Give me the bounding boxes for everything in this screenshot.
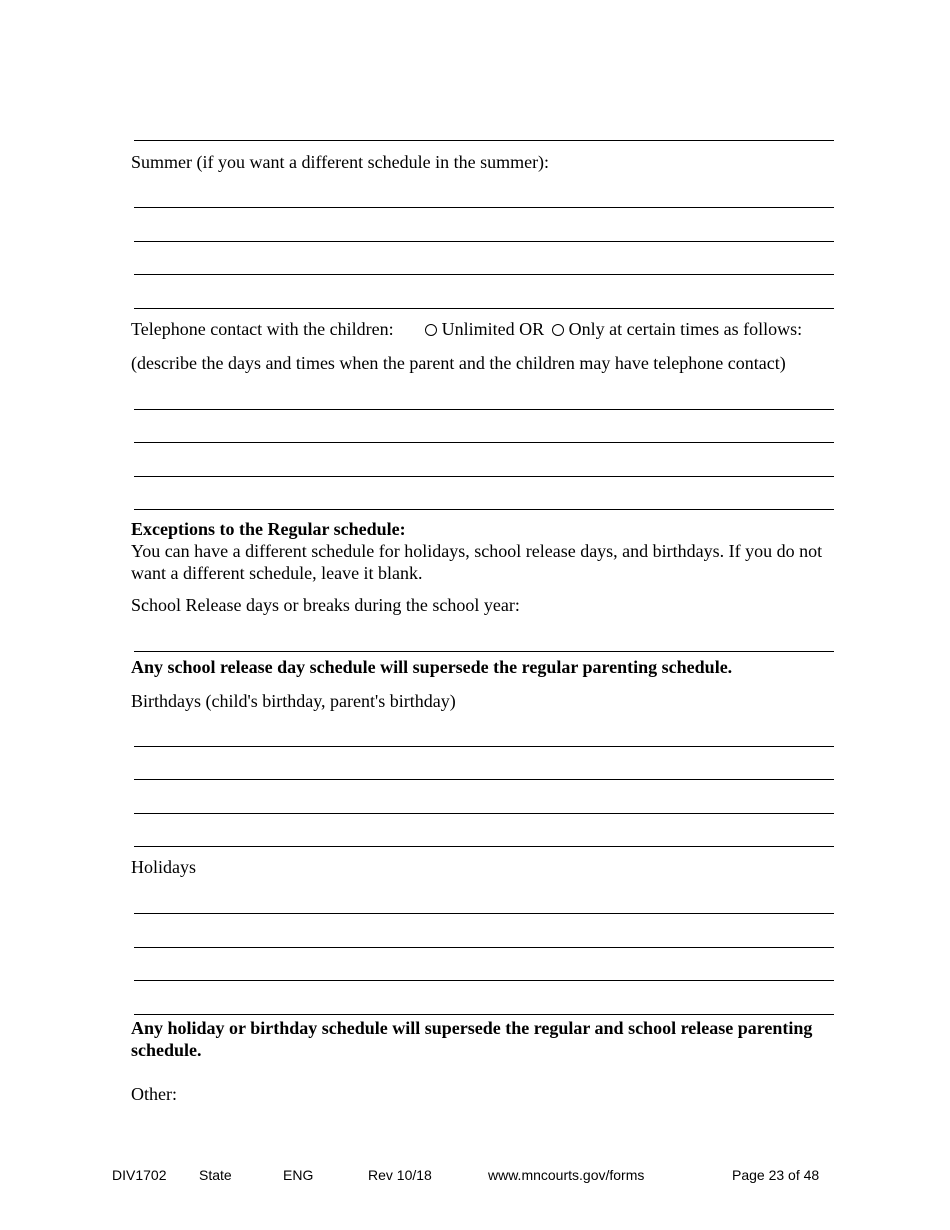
holidays-notice: Any holiday or birthday schedule will supersede the regular and school release parenting schedule.	[131, 1018, 813, 1060]
birthdays-answer-line[interactable]	[134, 779, 834, 780]
certain-times-radio[interactable]	[552, 324, 564, 336]
birthdays-answer-line[interactable]	[134, 846, 834, 847]
holidays-answer-line[interactable]	[134, 980, 834, 981]
telephone-label: Telephone contact with the children:	[131, 319, 394, 339]
school-release-label: School Release days or breaks during the school year:	[131, 595, 520, 615]
footer-url[interactable]: www.mncourts.gov/forms	[488, 1167, 645, 1183]
holidays-answer-line[interactable]	[134, 947, 834, 948]
telephone-row	[131, 318, 802, 340]
telephone-answer-line[interactable]	[134, 476, 834, 477]
telephone-answer-line[interactable]	[134, 409, 834, 410]
summer-answer-line[interactable]	[134, 241, 834, 242]
telephone-describe: (describe the days and times when the parent and the children may have telephone contact)	[131, 353, 786, 373]
birthdays-answer-line[interactable]	[134, 746, 834, 747]
footer-language: ENG	[283, 1167, 314, 1183]
birthdays-label: Birthdays (child's birthday, parent's birthday)	[131, 691, 456, 711]
holidays-label: Holidays	[131, 857, 196, 877]
certain-times-option-label: Only at certain times as follows:	[568, 319, 803, 339]
telephone-answer-line[interactable]	[134, 509, 834, 510]
other-label: Other:	[131, 1084, 177, 1104]
footer-page-number: Page 23 of 48	[732, 1167, 820, 1183]
summer-answer-line[interactable]	[134, 207, 834, 208]
holidays-answer-line[interactable]	[134, 913, 834, 914]
summer-label: Summer (if you want a different schedule in the summer):	[131, 152, 550, 172]
summer-answer-line[interactable]	[134, 308, 834, 309]
exceptions-body: You can have a different schedule for holidays, school release days, and birthdays. If you do not want a different schedule, leave it blank.	[131, 541, 823, 583]
answer-line-top[interactable]	[134, 140, 834, 141]
birthdays-answer-line[interactable]	[134, 813, 834, 814]
school-release-answer-line[interactable]	[134, 651, 834, 652]
summer-answer-line[interactable]	[134, 274, 834, 275]
footer-form-id: DIV1702	[112, 1167, 167, 1183]
telephone-answer-line[interactable]	[134, 442, 834, 443]
unlimited-radio[interactable]	[425, 324, 437, 336]
exceptions-heading: Exceptions to the Regular schedule:	[131, 519, 406, 539]
footer-state: State	[199, 1167, 232, 1183]
footer-revision: Rev 10/18	[368, 1167, 432, 1183]
holidays-answer-line[interactable]	[134, 1014, 834, 1015]
school-release-notice: Any school release day schedule will supersede the regular parenting schedule.	[131, 657, 733, 677]
unlimited-option-label: Unlimited OR	[441, 319, 545, 339]
